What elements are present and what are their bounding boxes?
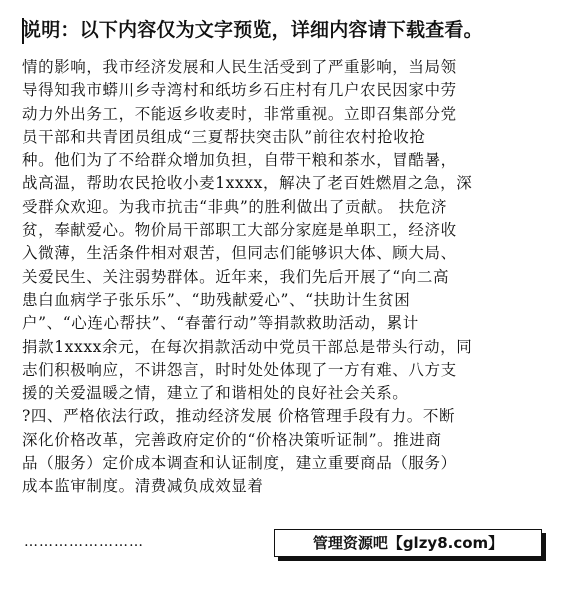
text-line: 战高温，帮助农民抢收小麦1xxxx，解决了老百姓燃眉之急，深 [22, 174, 473, 193]
document-body [22, 56, 558, 499]
text-line: 品（服务）定价成本调查和认证制度，建立重要商品（服务） [22, 454, 457, 473]
text-line: 情的影响，我市经济发展和人民生活受到了严重影响，当局领 [22, 58, 457, 76]
text-line: 导得知我市蟒川乡寺湾村和纸坊乡石庄村有几户农民因家中劳 [22, 81, 457, 100]
text-line: 员干部和共青团员组成“三夏帮扶突击队”前往农村抢收抢 [22, 127, 426, 146]
text-line: 种。他们为了不给群众增加负担，自带干粮和茶水，冒酷暑， [22, 151, 457, 170]
site-watermark: 管理资源吧【glzy8.com】 [274, 529, 542, 557]
text-line: 贫，奉献爱心。物价局干部职工大部分家庭是单职工，经济收 [22, 221, 457, 240]
text-line: 捐款1xxxx余元，在每次捐款活动中党员干部总是带头行动，同 [22, 337, 473, 356]
preview-notice: 说明：以下内容仅为文字预览，详细内容请下载查看。 [22, 19, 483, 41]
text-line: 入微薄，生活条件相对艰苦，但同志们能够识大体、顾大局、 [22, 244, 457, 263]
text-line: 受群众欢迎。为我市抗击“非典”的胜利做出了贡献。 扶危济 [22, 197, 448, 216]
text-line: 户”、“心连心帮扶”、“春蕾行动”等捐款救助活动，累计 [22, 314, 419, 333]
continuation-dots: …………………… [24, 534, 144, 550]
text-line: 关爱民生、关注弱势群体。近年来，我们先后开展了“向二高 [22, 267, 450, 286]
text-line: 志们积极响应，不讲怨言，时时处处体现了一方有难、八方支 [22, 360, 457, 379]
text-line: 援的关爱温暖之情，建立了和谐相处的良好社会关系。 [22, 384, 409, 403]
text-line: 患白血病学子张乐乐”、“助残献爱心”、“扶助计生贫困 [22, 290, 411, 309]
text-line: ?四、严格依法行政，推动经济发展 价格管理手段有力。不断 [22, 407, 456, 426]
text-line: 深化价格改革，完善政府定价的“价格决策听证制”。推进商 [22, 430, 442, 449]
text-line: 成本监审制度。清费减负成效显着 [22, 477, 264, 496]
text-line: 动力外出务工，不能返乡收麦时，非常重视。立即召集部分党 [22, 104, 457, 123]
